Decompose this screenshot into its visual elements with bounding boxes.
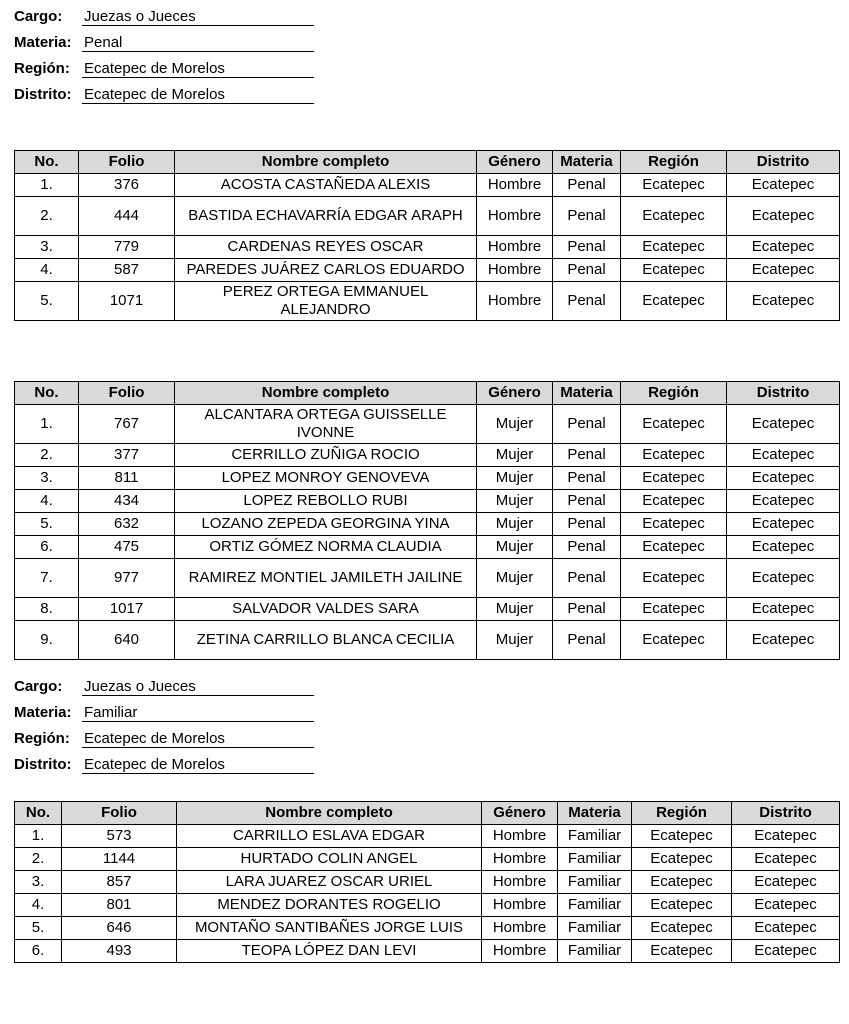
column-header-nombre: Nombre completo: [175, 151, 477, 174]
cell-region: Ecatepec: [621, 405, 727, 444]
table-header-row: [15, 802, 840, 825]
cell-nombre: LARA JUAREZ OSCAR URIEL: [177, 871, 482, 894]
cargo-value: Juezas o Jueces: [84, 678, 196, 695]
cell-materia: Penal: [553, 513, 621, 536]
cell-nombre: LOZANO ZEPEDA GEORGINA YINA: [175, 513, 477, 536]
cell-distrito: Ecatepec: [727, 444, 840, 467]
cell-nombre: ORTIZ GÓMEZ NORMA CLAUDIA: [175, 536, 477, 559]
cell-region: Ecatepec: [621, 467, 727, 490]
column-header-folio: Folio: [62, 802, 177, 825]
column-header-materia: Materia: [553, 151, 621, 174]
cell-nombre: MONTAÑO SANTIBAÑES JORGE LUIS: [177, 917, 482, 940]
cell-nombre: RAMIREZ MONTIEL JAMILETH JAILINE: [175, 559, 477, 598]
cell-folio: 857: [62, 871, 177, 894]
cell-genero: Mujer: [477, 598, 553, 621]
cell-region: Ecatepec: [621, 536, 727, 559]
cell-folio: 779: [79, 236, 175, 259]
cell-no: 2.: [15, 197, 79, 236]
info-row-distrito: [14, 748, 314, 774]
cell-region: Ecatepec: [621, 490, 727, 513]
cell-no: 9.: [15, 621, 79, 660]
cell-nombre: HURTADO COLIN ANGEL: [177, 848, 482, 871]
cell-genero: Mujer: [477, 513, 553, 536]
cell-genero: Hombre: [477, 174, 553, 197]
cell-genero: Hombre: [482, 848, 558, 871]
cell-genero: Mujer: [477, 559, 553, 598]
cell-no: 1.: [15, 825, 62, 848]
cell-distrito: Ecatepec: [727, 490, 840, 513]
cell-folio: 1017: [79, 598, 175, 621]
cell-genero: Mujer: [477, 621, 553, 660]
cell-nombre: ALCANTARA ORTEGA GUISSELLE IVONNE: [175, 405, 477, 444]
cell-region: Ecatepec: [621, 444, 727, 467]
table-row: [15, 405, 840, 444]
cell-nombre: MENDEZ DORANTES ROGELIO: [177, 894, 482, 917]
cell-no: 1.: [15, 405, 79, 444]
cell-no: 4.: [15, 894, 62, 917]
cell-folio: 434: [79, 490, 175, 513]
info-row-distrito: [14, 78, 314, 104]
cell-folio: 377: [79, 444, 175, 467]
distrito-label: Distrito:: [14, 86, 72, 103]
cell-materia: Penal: [553, 490, 621, 513]
column-header-genero: Género: [477, 151, 553, 174]
cell-genero: Hombre: [482, 940, 558, 963]
cell-folio: 573: [62, 825, 177, 848]
cell-region: Ecatepec: [621, 621, 727, 660]
info-row-cargo: [14, 0, 314, 26]
cell-nombre: CERRILLO ZUÑIGA ROCIO: [175, 444, 477, 467]
table-row: [15, 598, 840, 621]
cell-region: Ecatepec: [632, 825, 732, 848]
column-header-region: Región: [621, 382, 727, 405]
cell-materia: Penal: [553, 467, 621, 490]
cell-genero: Hombre: [477, 282, 553, 321]
cell-materia: Penal: [553, 598, 621, 621]
table-header-row: [15, 382, 840, 405]
cell-materia: Familiar: [558, 894, 632, 917]
cell-genero: Hombre: [477, 236, 553, 259]
cell-folio: 587: [79, 259, 175, 282]
cell-genero: Hombre: [482, 917, 558, 940]
cell-region: Ecatepec: [632, 917, 732, 940]
materia-label: Materia:: [14, 34, 72, 51]
region-label: Región:: [14, 60, 70, 77]
cell-materia: Penal: [553, 236, 621, 259]
cell-genero: Hombre: [482, 894, 558, 917]
table-row: [15, 259, 840, 282]
cell-materia: Penal: [553, 282, 621, 321]
materia-label: Materia:: [14, 704, 72, 721]
cell-folio: 493: [62, 940, 177, 963]
info-underline: [82, 103, 314, 104]
region-value: Ecatepec de Morelos: [84, 60, 225, 77]
cell-distrito: Ecatepec: [727, 405, 840, 444]
cell-no: 7.: [15, 559, 79, 598]
column-header-no: No.: [15, 151, 79, 174]
cell-region: Ecatepec: [621, 559, 727, 598]
info-underline: [82, 773, 314, 774]
cell-region: Ecatepec: [621, 174, 727, 197]
column-header-materia: Materia: [558, 802, 632, 825]
cell-folio: 376: [79, 174, 175, 197]
cell-genero: Mujer: [477, 490, 553, 513]
cell-distrito: Ecatepec: [732, 917, 840, 940]
info-row-region: [14, 722, 314, 748]
cell-distrito: Ecatepec: [732, 825, 840, 848]
cell-genero: Mujer: [477, 467, 553, 490]
candidates-table-familiar-hombres: [14, 801, 840, 963]
cell-folio: 767: [79, 405, 175, 444]
cell-distrito: Ecatepec: [727, 559, 840, 598]
distrito-value: Ecatepec de Morelos: [84, 756, 225, 773]
cell-folio: 1071: [79, 282, 175, 321]
table-row: [15, 282, 840, 321]
cell-region: Ecatepec: [621, 236, 727, 259]
cell-region: Ecatepec: [621, 259, 727, 282]
cell-no: 6.: [15, 536, 79, 559]
column-header-folio: Folio: [79, 151, 175, 174]
cell-distrito: Ecatepec: [727, 598, 840, 621]
cell-no: 8.: [15, 598, 79, 621]
region-label: Región:: [14, 730, 70, 747]
cell-no: 5.: [15, 917, 62, 940]
table-row: [15, 174, 840, 197]
cell-folio: 801: [62, 894, 177, 917]
table-row: [15, 513, 840, 536]
cell-distrito: Ecatepec: [727, 174, 840, 197]
cell-no: 5.: [15, 513, 79, 536]
cell-region: Ecatepec: [621, 513, 727, 536]
cell-nombre: SALVADOR VALDES SARA: [175, 598, 477, 621]
candidates-table-penal-hombres: [14, 150, 840, 321]
table-row: [15, 444, 840, 467]
section-info-familiar: [14, 670, 314, 774]
column-header-distrito: Distrito: [732, 802, 840, 825]
cell-no: 5.: [15, 282, 79, 321]
column-header-distrito: Distrito: [727, 382, 840, 405]
cell-folio: 444: [79, 197, 175, 236]
cell-nombre: PAREDES JUÁREZ CARLOS EDUARDO: [175, 259, 477, 282]
column-header-region: Región: [621, 151, 727, 174]
table-row: [15, 940, 840, 963]
column-header-nombre: Nombre completo: [177, 802, 482, 825]
cell-distrito: Ecatepec: [732, 871, 840, 894]
cell-folio: 640: [79, 621, 175, 660]
cell-distrito: Ecatepec: [727, 513, 840, 536]
cell-distrito: Ecatepec: [732, 894, 840, 917]
cell-distrito: Ecatepec: [732, 848, 840, 871]
cell-distrito: Ecatepec: [727, 236, 840, 259]
cell-region: Ecatepec: [632, 894, 732, 917]
cell-materia: Familiar: [558, 940, 632, 963]
cell-genero: Hombre: [482, 825, 558, 848]
table-row: [15, 536, 840, 559]
cell-materia: Penal: [553, 405, 621, 444]
column-header-nombre: Nombre completo: [175, 382, 477, 405]
cell-no: 3.: [15, 871, 62, 894]
info-row-region: [14, 52, 314, 78]
candidates-table-penal-mujeres: [14, 381, 840, 660]
cell-nombre: CARDENAS REYES OSCAR: [175, 236, 477, 259]
table-row: [15, 197, 840, 236]
cell-distrito: Ecatepec: [727, 536, 840, 559]
cell-materia: Penal: [553, 536, 621, 559]
cell-nombre: PEREZ ORTEGA EMMANUEL ALEJANDRO: [175, 282, 477, 321]
cell-folio: 977: [79, 559, 175, 598]
section-info-penal: [14, 0, 314, 104]
cell-materia: Penal: [553, 559, 621, 598]
cell-materia: Familiar: [558, 871, 632, 894]
cell-folio: 1144: [62, 848, 177, 871]
cell-no: 6.: [15, 940, 62, 963]
cell-genero: Hombre: [477, 259, 553, 282]
cell-no: 4.: [15, 490, 79, 513]
column-header-region: Región: [632, 802, 732, 825]
cell-materia: Penal: [553, 197, 621, 236]
cell-folio: 811: [79, 467, 175, 490]
column-header-no: No.: [15, 802, 62, 825]
table-row: [15, 848, 840, 871]
cell-materia: Penal: [553, 259, 621, 282]
region-value: Ecatepec de Morelos: [84, 730, 225, 747]
cell-region: Ecatepec: [632, 848, 732, 871]
cell-genero: Mujer: [477, 536, 553, 559]
cell-materia: Familiar: [558, 848, 632, 871]
cell-materia: Penal: [553, 444, 621, 467]
cell-genero: Mujer: [477, 444, 553, 467]
cell-distrito: Ecatepec: [727, 259, 840, 282]
cell-region: Ecatepec: [621, 282, 727, 321]
table-row: [15, 559, 840, 598]
cell-region: Ecatepec: [632, 940, 732, 963]
cell-materia: Penal: [553, 174, 621, 197]
table-row: [15, 894, 840, 917]
cell-region: Ecatepec: [632, 871, 732, 894]
distrito-label: Distrito:: [14, 756, 72, 773]
cell-distrito: Ecatepec: [727, 467, 840, 490]
cell-distrito: Ecatepec: [727, 621, 840, 660]
table-row: [15, 917, 840, 940]
table-row: [15, 871, 840, 894]
table-header-row: [15, 151, 840, 174]
cell-folio: 475: [79, 536, 175, 559]
cell-distrito: Ecatepec: [727, 197, 840, 236]
cell-genero: Hombre: [482, 871, 558, 894]
table-row: [15, 490, 840, 513]
cargo-label: Cargo:: [14, 678, 63, 695]
cell-materia: Familiar: [558, 917, 632, 940]
column-header-no: No.: [15, 382, 79, 405]
cell-folio: 632: [79, 513, 175, 536]
info-row-materia: [14, 26, 314, 52]
cell-nombre: LOPEZ REBOLLO RUBI: [175, 490, 477, 513]
cell-materia: Familiar: [558, 825, 632, 848]
column-header-genero: Género: [477, 382, 553, 405]
cell-nombre: CARRILLO ESLAVA EDGAR: [177, 825, 482, 848]
cell-no: 3.: [15, 236, 79, 259]
column-header-materia: Materia: [553, 382, 621, 405]
cell-nombre: BASTIDA ECHAVARRÍA EDGAR ARAPH: [175, 197, 477, 236]
cell-no: 4.: [15, 259, 79, 282]
table-row: [15, 236, 840, 259]
table-row: [15, 467, 840, 490]
cell-genero: Hombre: [477, 197, 553, 236]
cell-folio: 646: [62, 917, 177, 940]
table-row: [15, 621, 840, 660]
cell-region: Ecatepec: [621, 197, 727, 236]
cell-genero: Mujer: [477, 405, 553, 444]
column-header-genero: Género: [482, 802, 558, 825]
cell-distrito: Ecatepec: [727, 282, 840, 321]
info-row-cargo: [14, 670, 314, 696]
cell-no: 3.: [15, 467, 79, 490]
cell-distrito: Ecatepec: [732, 940, 840, 963]
cargo-value: Juezas o Jueces: [84, 8, 196, 25]
cell-no: 2.: [15, 848, 62, 871]
cargo-label: Cargo:: [14, 8, 63, 25]
cell-nombre: ACOSTA CASTAÑEDA ALEXIS: [175, 174, 477, 197]
cell-no: 1.: [15, 174, 79, 197]
table-row: [15, 825, 840, 848]
materia-value: Familiar: [84, 704, 138, 721]
cell-no: 2.: [15, 444, 79, 467]
info-row-materia: [14, 696, 314, 722]
column-header-folio: Folio: [79, 382, 175, 405]
cell-nombre: ZETINA CARRILLO BLANCA CECILIA: [175, 621, 477, 660]
column-header-distrito: Distrito: [727, 151, 840, 174]
cell-region: Ecatepec: [621, 598, 727, 621]
distrito-value: Ecatepec de Morelos: [84, 86, 225, 103]
cell-nombre: LOPEZ MONROY GENOVEVA: [175, 467, 477, 490]
cell-materia: Penal: [553, 621, 621, 660]
cell-nombre: TEOPA LÓPEZ DAN LEVI: [177, 940, 482, 963]
materia-value: Penal: [84, 34, 123, 51]
